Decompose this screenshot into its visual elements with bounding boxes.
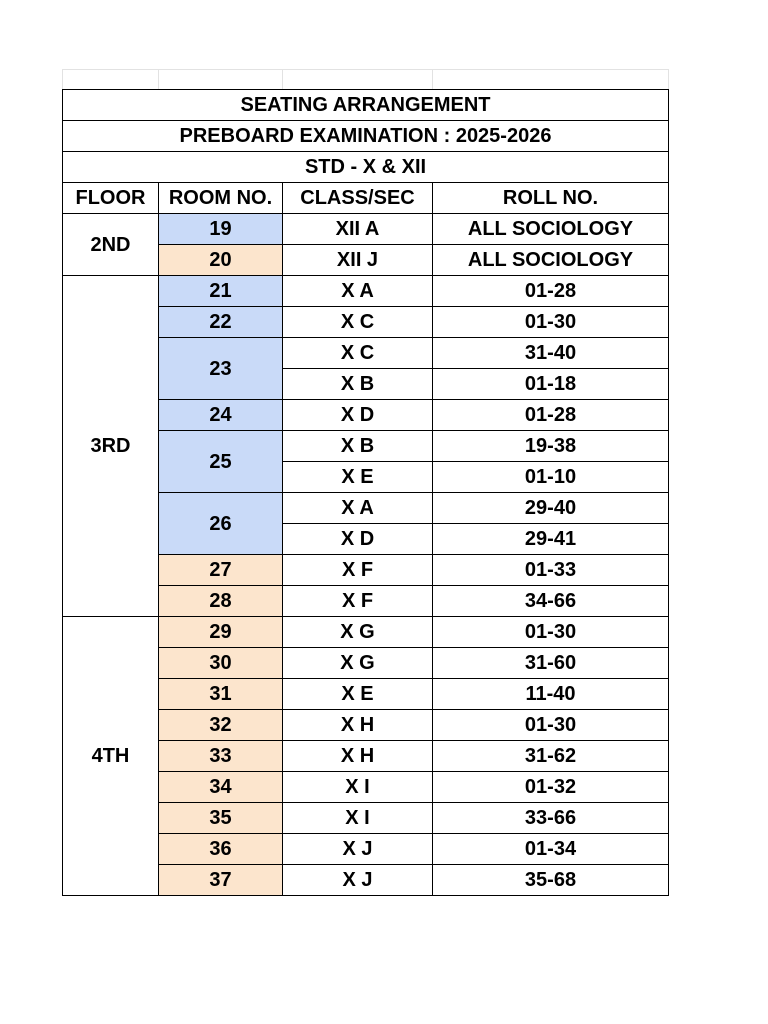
- class-cell[interactable]: X B: [283, 369, 433, 400]
- subtitle-row: [63, 121, 669, 152]
- seating-table-body: [63, 70, 669, 896]
- roll-cell[interactable]: 01-30: [433, 710, 669, 741]
- roll-cell[interactable]: 29-41: [433, 524, 669, 555]
- roll-cell[interactable]: 01-28: [433, 276, 669, 307]
- room-cell[interactable]: 26: [159, 493, 283, 555]
- room-cell[interactable]: 37: [159, 865, 283, 896]
- blank-cell[interactable]: [283, 70, 433, 90]
- roll-cell[interactable]: 31-40: [433, 338, 669, 369]
- roll-cell[interactable]: 01-30: [433, 307, 669, 338]
- roll-cell[interactable]: 01-34: [433, 834, 669, 865]
- roll-cell[interactable]: 01-10: [433, 462, 669, 493]
- blank-cell[interactable]: [159, 70, 283, 90]
- room-cell[interactable]: 22: [159, 307, 283, 338]
- class-cell[interactable]: X D: [283, 400, 433, 431]
- roll-cell[interactable]: 31-60: [433, 648, 669, 679]
- class-cell[interactable]: X A: [283, 493, 433, 524]
- room-cell[interactable]: 36: [159, 834, 283, 865]
- roll-cell[interactable]: ALL SOCIOLOGY: [433, 214, 669, 245]
- floor-cell[interactable]: 4TH: [63, 617, 159, 896]
- room-cell[interactable]: 23: [159, 338, 283, 400]
- room-cell[interactable]: 24: [159, 400, 283, 431]
- class-cell[interactable]: XII J: [283, 245, 433, 276]
- class-cell[interactable]: X H: [283, 741, 433, 772]
- class-cell[interactable]: X E: [283, 462, 433, 493]
- header-class[interactable]: CLASS/SEC: [283, 183, 433, 214]
- room-cell[interactable]: 30: [159, 648, 283, 679]
- class-cell[interactable]: X D: [283, 524, 433, 555]
- room-cell[interactable]: 32: [159, 710, 283, 741]
- room-cell[interactable]: 25: [159, 431, 283, 493]
- blank-cell[interactable]: [63, 70, 159, 90]
- roll-cell[interactable]: 31-62: [433, 741, 669, 772]
- class-cell[interactable]: XII A: [283, 214, 433, 245]
- room-cell[interactable]: 19: [159, 214, 283, 245]
- roll-cell[interactable]: 11-40: [433, 679, 669, 710]
- class-cell[interactable]: X I: [283, 803, 433, 834]
- header-roll[interactable]: ROLL NO.: [433, 183, 669, 214]
- class-cell[interactable]: X J: [283, 865, 433, 896]
- room-cell[interactable]: 28: [159, 586, 283, 617]
- blank-cell[interactable]: [433, 70, 669, 90]
- class-cell[interactable]: X J: [283, 834, 433, 865]
- roll-cell[interactable]: 35-68: [433, 865, 669, 896]
- header-floor[interactable]: FLOOR: [63, 183, 159, 214]
- roll-cell[interactable]: 01-28: [433, 400, 669, 431]
- class-cell[interactable]: X E: [283, 679, 433, 710]
- roll-cell[interactable]: 01-18: [433, 369, 669, 400]
- roll-cell[interactable]: 01-30: [433, 617, 669, 648]
- title-row: [63, 90, 669, 121]
- roll-cell[interactable]: 19-38: [433, 431, 669, 462]
- table-title[interactable]: SEATING ARRANGEMENT: [63, 90, 669, 121]
- seating-sheet: [62, 69, 668, 896]
- table-row: [63, 617, 669, 648]
- room-cell[interactable]: 27: [159, 555, 283, 586]
- table-row: [63, 214, 669, 245]
- room-cell[interactable]: 35: [159, 803, 283, 834]
- standard-row: [63, 152, 669, 183]
- class-cell[interactable]: X A: [283, 276, 433, 307]
- class-cell[interactable]: X H: [283, 710, 433, 741]
- floor-cell[interactable]: 2ND: [63, 214, 159, 276]
- room-cell[interactable]: 31: [159, 679, 283, 710]
- floor-cell[interactable]: 3RD: [63, 276, 159, 617]
- table-row: [63, 276, 669, 307]
- room-cell[interactable]: 34: [159, 772, 283, 803]
- exam-subtitle[interactable]: PREBOARD EXAMINATION : 2025-2026: [63, 121, 669, 152]
- roll-cell[interactable]: 34-66: [433, 586, 669, 617]
- header-room[interactable]: ROOM NO.: [159, 183, 283, 214]
- class-cell[interactable]: X C: [283, 307, 433, 338]
- room-cell[interactable]: 20: [159, 245, 283, 276]
- roll-cell[interactable]: ALL SOCIOLOGY: [433, 245, 669, 276]
- header-row: [63, 183, 669, 214]
- class-cell[interactable]: X F: [283, 555, 433, 586]
- class-cell[interactable]: X G: [283, 648, 433, 679]
- room-cell[interactable]: 29: [159, 617, 283, 648]
- roll-cell[interactable]: 29-40: [433, 493, 669, 524]
- class-cell[interactable]: X C: [283, 338, 433, 369]
- roll-cell[interactable]: 01-32: [433, 772, 669, 803]
- class-cell[interactable]: X I: [283, 772, 433, 803]
- seating-table: [62, 69, 669, 896]
- room-cell[interactable]: 33: [159, 741, 283, 772]
- room-cell[interactable]: 21: [159, 276, 283, 307]
- roll-cell[interactable]: 01-33: [433, 555, 669, 586]
- class-cell[interactable]: X F: [283, 586, 433, 617]
- spreadsheet-blank-row: [63, 70, 669, 90]
- class-cell[interactable]: X B: [283, 431, 433, 462]
- roll-cell[interactable]: 33-66: [433, 803, 669, 834]
- standard-label[interactable]: STD - X & XII: [63, 152, 669, 183]
- class-cell[interactable]: X G: [283, 617, 433, 648]
